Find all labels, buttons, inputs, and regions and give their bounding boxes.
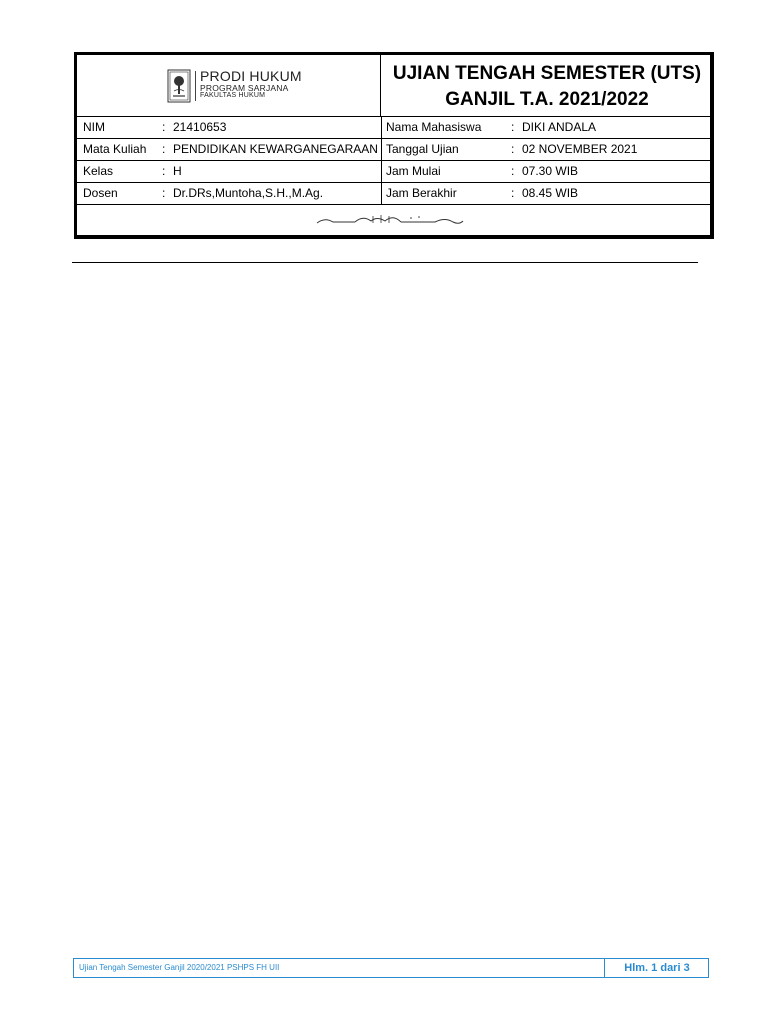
info-colon: : <box>162 142 166 156</box>
exam-title <box>381 55 713 116</box>
column-divider <box>381 117 382 138</box>
info-label: Dosen <box>83 186 118 200</box>
page-footer <box>73 958 709 978</box>
logo-divider <box>195 71 196 101</box>
logo-subtitle-faculty: FAKULTAS HUKUM <box>200 92 266 99</box>
footer-document-label: Ujian Tengah Semester Ganjil 2020/2021 PSHPS FH UII <box>79 963 280 972</box>
footer-page-number: Hlm. 1 dari 3 <box>624 962 690 974</box>
info-value: 08.45 WIB <box>522 186 579 200</box>
logo-title: PRODI HUKUM <box>200 68 302 84</box>
info-colon: : <box>511 142 515 156</box>
info-label: Mata Kuliah <box>83 142 147 156</box>
info-colon: : <box>511 186 515 200</box>
info-colon: : <box>162 120 166 134</box>
info-colon: : <box>162 164 166 178</box>
info-row-mata-kuliah <box>77 139 710 161</box>
bismillah-row <box>77 205 710 235</box>
column-divider <box>381 183 382 204</box>
info-label: Jam Mulai <box>386 164 441 178</box>
info-label: Jam Berakhir <box>386 186 457 200</box>
info-value: H <box>173 164 182 178</box>
info-value: DIKI ANDALA <box>522 120 597 134</box>
info-row-dosen <box>77 183 710 205</box>
info-value: Dr.DRs,Muntoha,S.H.,M.Ag. <box>173 186 324 200</box>
info-value: 02 NOVEMBER 2021 <box>522 142 638 156</box>
info-colon: : <box>511 120 515 134</box>
logo-cell <box>77 55 381 116</box>
prodi-hukum-logo <box>167 69 307 105</box>
exam-header <box>74 52 714 239</box>
exam-title-line-1: UJIAN TENGAH SEMESTER (UTS) <box>392 63 702 84</box>
info-colon: : <box>162 186 166 200</box>
info-label: NIM <box>83 120 105 134</box>
bismillah-calligraphy-icon <box>315 213 465 227</box>
info-row-nim <box>77 117 710 139</box>
info-label: Kelas <box>83 164 114 178</box>
logo-subtitle-program: PROGRAM SARJANA <box>200 83 289 93</box>
exam-title-line-2: GANJIL T.A. 2021/2022 <box>445 89 649 110</box>
header-top-row <box>77 55 710 117</box>
column-divider <box>381 139 382 160</box>
info-row-kelas <box>77 161 710 183</box>
info-label: Tanggal Ujian <box>386 142 459 156</box>
info-value: 07.30 WIB <box>522 164 579 178</box>
column-divider <box>381 161 382 182</box>
info-label: Nama Mahasiswa <box>386 120 482 134</box>
university-emblem-icon <box>167 69 191 103</box>
info-value: PENDIDIKAN KEWARGANEGARAAN <box>173 142 378 156</box>
info-value: 21410653 <box>173 120 227 134</box>
info-colon: : <box>511 164 515 178</box>
horizontal-rule <box>72 262 698 263</box>
